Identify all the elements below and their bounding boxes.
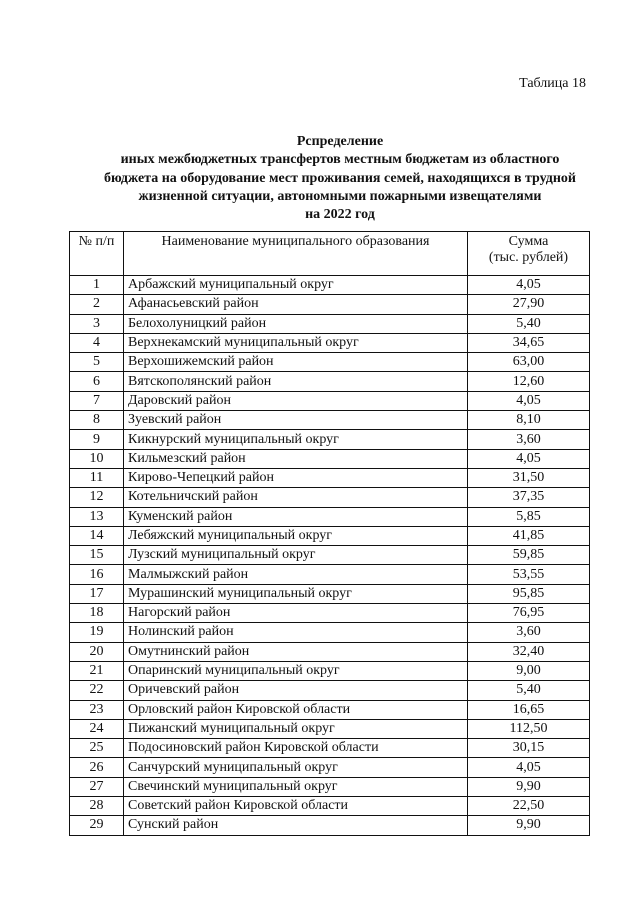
municipality-name-cell: Омутнинский район: [124, 642, 468, 661]
municipality-name-cell: Белохолуницкий район: [124, 314, 468, 333]
municipality-name-cell: Верхошижемский район: [124, 353, 468, 372]
municipality-name-cell: Зуевский район: [124, 411, 468, 430]
table-header: [70, 232, 590, 276]
heading-line-1: Рспределение: [296, 134, 384, 149]
transfers-table: [69, 231, 590, 836]
table-row: [70, 314, 590, 333]
municipality-name-cell: Арбажский муниципальный округ: [124, 276, 468, 295]
table-row: [70, 488, 590, 507]
row-number-cell: 12: [70, 488, 124, 507]
heading-line-3: бюджета на оборудование мест проживания семей, находящихся в трудной: [104, 170, 576, 186]
row-number-cell: 15: [70, 546, 124, 565]
municipality-name-cell: Кильмезский район: [124, 449, 468, 468]
amount-cell: 34,65: [468, 333, 590, 352]
municipality-name-cell: Пижанский муниципальный округ: [124, 719, 468, 738]
amount-cell: 16,65: [468, 700, 590, 719]
municipality-name-cell: Опаринский муниципальный округ: [124, 661, 468, 680]
amount-cell: 95,85: [468, 584, 590, 603]
column-header-number: № п/п: [70, 232, 124, 276]
row-number-cell: 2: [70, 295, 124, 314]
municipality-name-cell: Сунский район: [124, 816, 468, 835]
municipality-name-cell: Нолинский район: [124, 623, 468, 642]
row-number-cell: 20: [70, 642, 124, 661]
row-number-cell: 18: [70, 604, 124, 623]
municipality-name-cell: Нагорский район: [124, 604, 468, 623]
amount-cell: 37,35: [468, 488, 590, 507]
municipality-name-cell: Кикнурский муниципальный округ: [124, 430, 468, 449]
amount-cell: 5,40: [468, 681, 590, 700]
table-row: [70, 449, 590, 468]
table-row: [70, 507, 590, 526]
municipality-name-cell: Котельничский район: [124, 488, 468, 507]
row-number-cell: 29: [70, 816, 124, 835]
row-number-cell: 7: [70, 391, 124, 410]
row-number-cell: 23: [70, 700, 124, 719]
amount-cell: 3,60: [468, 623, 590, 642]
amount-cell: 9,90: [468, 777, 590, 796]
row-number-cell: 3: [70, 314, 124, 333]
table-body: [70, 276, 590, 836]
table-row: [70, 468, 590, 487]
table-row: [70, 681, 590, 700]
row-number-cell: 17: [70, 584, 124, 603]
row-number-cell: 8: [70, 411, 124, 430]
municipality-name-cell: Советский район Кировской области: [124, 797, 468, 816]
municipality-name-cell: Орловский район Кировской области: [124, 700, 468, 719]
amount-cell: 53,55: [468, 565, 590, 584]
amount-cell: 4,05: [468, 391, 590, 410]
column-header-sum: [468, 232, 590, 276]
amount-cell: 59,85: [468, 546, 590, 565]
amount-cell: 76,95: [468, 604, 590, 623]
row-number-cell: 13: [70, 507, 124, 526]
table-row: [70, 739, 590, 758]
row-number-cell: 19: [70, 623, 124, 642]
row-number-cell: 24: [70, 719, 124, 738]
row-number-cell: 26: [70, 758, 124, 777]
municipality-name-cell: Кирово-Чепецкий район: [124, 468, 468, 487]
table-row: [70, 584, 590, 603]
municipality-name-cell: Вятскополянский район: [124, 372, 468, 391]
row-number-cell: 28: [70, 797, 124, 816]
table-row: [70, 353, 590, 372]
table-row: [70, 391, 590, 410]
row-number-cell: 16: [70, 565, 124, 584]
amount-cell: 4,05: [468, 276, 590, 295]
table-row: [70, 797, 590, 816]
table-row: [70, 295, 590, 314]
amount-cell: 30,15: [468, 739, 590, 758]
municipality-name-cell: Лузский муниципальный округ: [124, 546, 468, 565]
table-row: [70, 565, 590, 584]
header-row: [70, 232, 590, 276]
amount-cell: 22,50: [468, 797, 590, 816]
table-row: [70, 411, 590, 430]
row-number-cell: 4: [70, 333, 124, 352]
municipality-name-cell: Малмыжский район: [124, 565, 468, 584]
municipality-name-cell: Лебяжский муниципальный округ: [124, 526, 468, 545]
amount-cell: 3,60: [468, 430, 590, 449]
table-number-label: Таблица 18: [519, 76, 586, 91]
table-row: [70, 700, 590, 719]
municipality-name-cell: Куменский район: [124, 507, 468, 526]
table-row: [70, 604, 590, 623]
row-number-cell: 21: [70, 661, 124, 680]
row-number-cell: 5: [70, 353, 124, 372]
table-row: [70, 623, 590, 642]
municipality-name-cell: Оричевский район: [124, 681, 468, 700]
amount-cell: 32,40: [468, 642, 590, 661]
row-number-cell: 1: [70, 276, 124, 295]
row-number-cell: 22: [70, 681, 124, 700]
table-row: [70, 719, 590, 738]
document-heading: [40, 133, 633, 224]
amount-cell: 4,05: [468, 758, 590, 777]
row-number-cell: 14: [70, 526, 124, 545]
municipality-name-cell: Подосиновский район Кировской области: [124, 739, 468, 758]
municipality-name-cell: Мурашинский муниципальный округ: [124, 584, 468, 603]
row-number-cell: 9: [70, 430, 124, 449]
amount-cell: 12,60: [468, 372, 590, 391]
row-number-cell: 6: [70, 372, 124, 391]
column-header-sum-title: Сумма: [508, 234, 549, 249]
table-row: [70, 526, 590, 545]
amount-cell: 8,10: [468, 411, 590, 430]
heading-line-4: жизненной ситуации, автономными пожарными извещателями: [138, 188, 542, 204]
amount-cell: 9,90: [468, 816, 590, 835]
table-row: [70, 372, 590, 391]
table-row: [70, 661, 590, 680]
row-number-cell: 11: [70, 468, 124, 487]
table-row: [70, 546, 590, 565]
row-number-cell: 27: [70, 777, 124, 796]
municipality-name-cell: Афанасьевский район: [124, 295, 468, 314]
amount-cell: 5,85: [468, 507, 590, 526]
table-row: [70, 816, 590, 835]
table-row: [70, 430, 590, 449]
column-header-sum-unit: (тыс. рублей): [488, 250, 569, 265]
table-row: [70, 333, 590, 352]
column-header-name: Наименование муниципального образования: [124, 232, 468, 276]
municipality-name-cell: Даровский район: [124, 391, 468, 410]
row-number-cell: 25: [70, 739, 124, 758]
table-row: [70, 777, 590, 796]
amount-cell: 31,50: [468, 468, 590, 487]
heading-line-5: на 2022 год: [305, 207, 375, 223]
amount-cell: 41,85: [468, 526, 590, 545]
municipality-name-cell: Верхнекамский муниципальный округ: [124, 333, 468, 352]
table-row: [70, 276, 590, 295]
table-row: [70, 758, 590, 777]
heading-line-2: иных межбюджетных трансфертов местным бюджетам из областного: [120, 152, 560, 168]
amount-cell: 9,00: [468, 661, 590, 680]
amount-cell: 5,40: [468, 314, 590, 333]
amount-cell: 112,50: [468, 719, 590, 738]
municipality-name-cell: Санчурский муниципальный округ: [124, 758, 468, 777]
amount-cell: 4,05: [468, 449, 590, 468]
amount-cell: 63,00: [468, 353, 590, 372]
table-row: [70, 642, 590, 661]
row-number-cell: 10: [70, 449, 124, 468]
amount-cell: 27,90: [468, 295, 590, 314]
municipality-name-cell: Свечинский муниципальный округ: [124, 777, 468, 796]
